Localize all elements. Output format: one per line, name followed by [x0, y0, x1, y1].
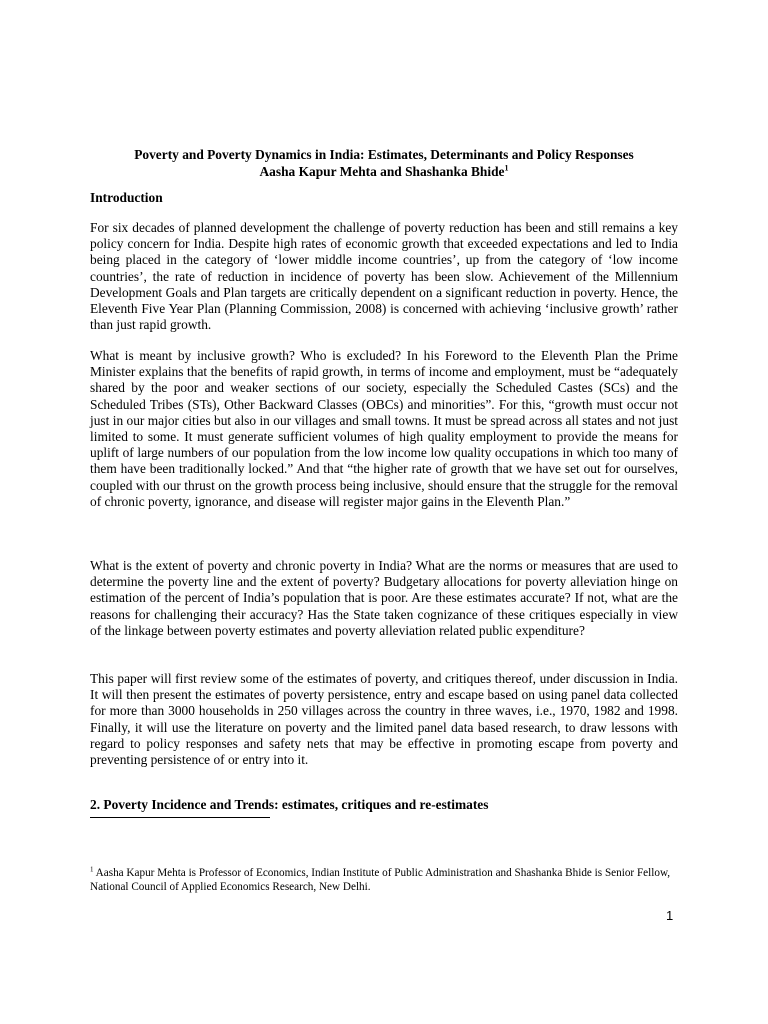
footnote-text: Aasha Kapur Mehta is Professor of Economics, Indian Institute of Public Administration and Shashanka Bhide is Senior Fellow, National Council of Applied Economics Research, New Delhi. [90, 867, 671, 893]
paragraph-4: This paper will first review some of the estimates of poverty, and critiques thereof, under discussion in India. It will then present the estimates of poverty persistence, entry and escape based on using panel data collected for more than 3000 households in 250 villages across the country in three waves, i.e., 1970, 1982 and 1998. Finally, it will use the literature on poverty and the limited panel data based research, to draw lessons with regard to policy responses and safety nets that may be effective in promoting escape from poverty and preventing persistence of or entry into it. [90, 671, 678, 768]
authors-footnote-mark[interactable]: 1 [504, 163, 509, 173]
footnote [90, 866, 678, 894]
paper-title: Poverty and Poverty Dynamics in India: Estimates, Determinants and Policy Responses [134, 147, 634, 162]
section-2-heading: 2. Poverty Incidence and Trends: estimates, critiques and re-estimates [90, 797, 489, 812]
authors-text: Aasha Kapur Mehta and Shashanka Bhide [259, 164, 505, 179]
footnote-mark: 1 [90, 865, 94, 874]
paragraph-3: What is the extent of poverty and chronic poverty in India? What are the norms or measures that are used to determine the poverty line and the extent of poverty? Budgetary allocations for poverty alleviation hinge on estimation of the percent of India’s population that is poor. Are these estimates accurate? If not, what are the reasons for challenging their accuracy? Has the State taken cognizance of these critiques especially in view of the linkage between poverty estimates and poverty alleviation related public expenditure? [90, 558, 678, 638]
paper-authors [90, 163, 678, 180]
paragraph-1: For six decades of planned development the challenge of poverty reduction has been and still remains a key policy concern for India. Despite high rates of economic growth that exceeded expectations and led to India being placed in the category of ‘lower middle income countries’, up from the category of ‘low income countries’, the rate of reduction in incidence of poverty has been slow. Achievement of the Millennium Development Goals and Plan targets are critically dependent on a significant reduction in poverty. Hence, the Eleventh Five Year Plan (Planning Commission, 2008) is concerned with achieving ‘inclusive growth’ rather than just rapid growth. [90, 220, 678, 333]
title-block [90, 146, 678, 180]
paragraph-2: What is meant by inclusive growth? Who is excluded? In his Foreword to the Eleventh Plan the Prime Minister explains that the benefits of rapid growth, in terms of income and employment, must be “adequately shared by the poor and weaker sections of our society, especially the Scheduled Castes (SCs) and the Scheduled Tribes (STs), Other Backward Classes (OBCs) and minorities”. For this, “growth must occur not just in our major cities but also in our villages and small towns. It must be spread across all states and not just limited to some. It must generate sufficient volumes of high quality employment to provide the means for uplift of large numbers of our population from the low income low quality occupations in which too many of them have been traditionally locked.” And that “the higher rate of growth that we have set out for ourselves, coupled with our thrust on the growth process being inclusive, should ensure that the struggle for the removal of chronic poverty, ignorance, and disease will register major gains in the Eleventh Plan.” [90, 348, 678, 509]
footnote-separator [90, 817, 270, 818]
introduction-heading: Introduction [90, 190, 163, 205]
page-number: 1 [666, 908, 674, 923]
